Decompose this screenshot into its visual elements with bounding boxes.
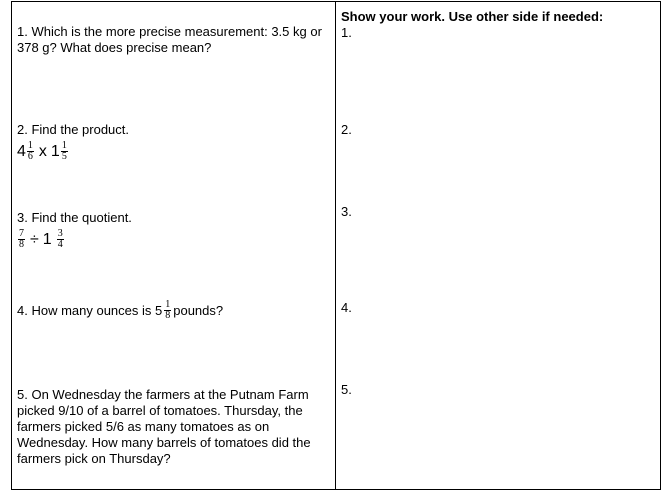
denominator: 6 <box>27 151 33 162</box>
mixed-number-whole: 4 <box>17 142 26 160</box>
question-2-text: 2. Find the product. <box>17 122 130 137</box>
denominator: 4 <box>57 239 63 250</box>
work-label-4: 4. <box>341 300 352 315</box>
question-1 <box>17 24 329 56</box>
denominator: 8 <box>165 310 171 321</box>
denominator: 5 <box>61 151 67 162</box>
column-divider <box>335 2 336 489</box>
fraction <box>27 141 34 162</box>
numerator: 3 <box>57 228 63 239</box>
work-column-header: Show your work. Use other side if needed: <box>341 9 604 24</box>
work-label-2: 2. <box>341 122 352 137</box>
question-5-text: 5. On Wednesday the farmers at the Putnam Farm picked 9/10 of a barrel of tomatoes. Thursday, the farmers picked 5/6 as many tomatoes as on Wednesday. How many barrels of tomatoes did the farmers pick on Thursday? <box>17 387 311 466</box>
question-5 <box>17 387 329 467</box>
divide-sign: ÷ <box>30 230 39 248</box>
fraction <box>18 229 25 250</box>
worksheet-table <box>11 1 661 490</box>
mixed-number-whole: 1 <box>42 230 52 248</box>
multiply-sign: x <box>38 142 47 160</box>
mixed-number-whole: 1 <box>50 142 60 160</box>
product-expression <box>17 141 329 162</box>
question-3-text: 3. Find the quotient. <box>17 210 132 225</box>
question-4-text-before: 4. How many ounces is 5 <box>17 302 163 318</box>
numerator: 1 <box>27 140 33 151</box>
fraction <box>164 300 171 321</box>
work-label-5: 5. <box>341 382 352 397</box>
fraction <box>57 229 64 250</box>
numerator: 1 <box>165 299 171 310</box>
quotient-expression <box>17 229 329 250</box>
fraction <box>61 141 68 162</box>
question-4 <box>17 300 329 321</box>
denominator: 8 <box>19 239 24 250</box>
question-3 <box>17 210 329 250</box>
work-label-1: 1. <box>341 25 352 40</box>
question-2 <box>17 122 329 162</box>
question-4-text-after: pounds? <box>173 302 224 318</box>
work-label-3: 3. <box>341 204 352 219</box>
question-1-text: 1. Which is the more precise measurement: 3.5 kg or 378 g? What does precise mean? <box>17 24 322 55</box>
numerator: 1 <box>61 140 67 151</box>
numerator: 7 <box>19 228 24 239</box>
